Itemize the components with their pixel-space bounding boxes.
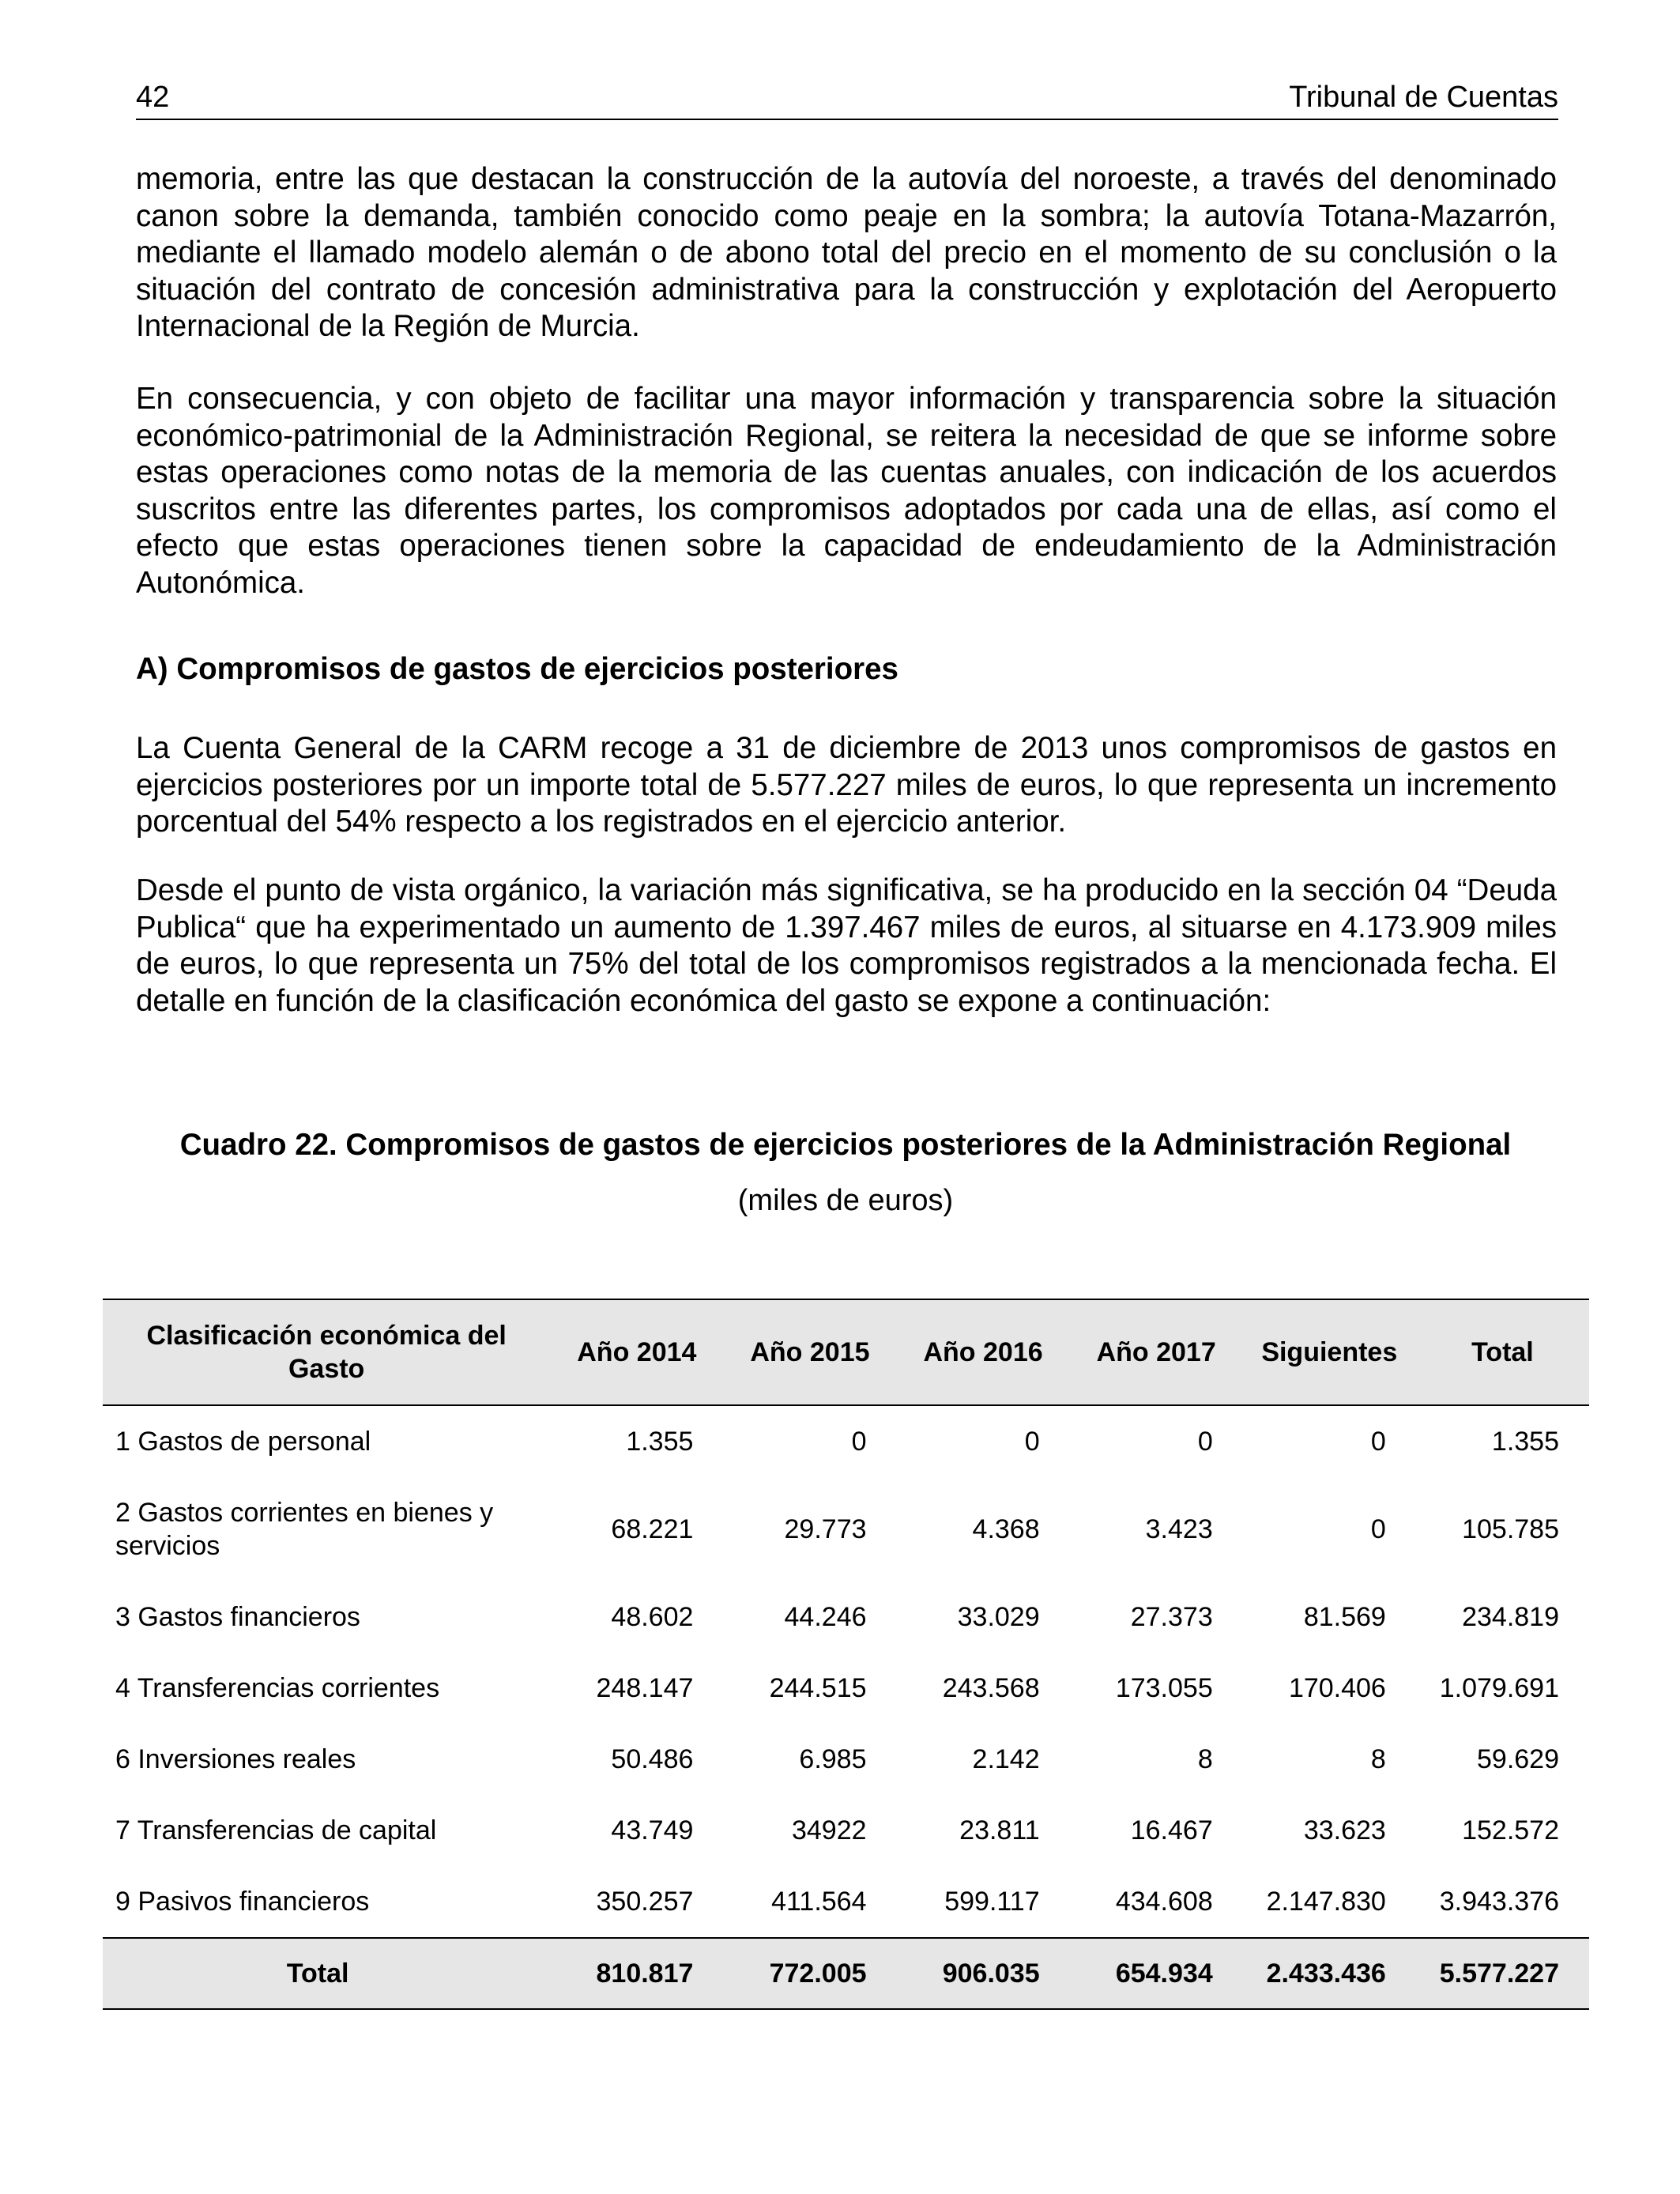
row-label: 3 Gastos financieros bbox=[115, 1602, 360, 1632]
cell-following: 0 bbox=[1370, 1514, 1386, 1544]
cell-2016: 4.368 bbox=[972, 1514, 1040, 1544]
table-row bbox=[103, 1477, 1589, 1581]
paragraph: La Cuenta General de la CARM recoge a 31 de diciembre de 2013 unos compromisos de gastos en ejercicios posteriores por un importe total de 5.577.227 miles de euros, lo que representa un incremento porcentual del 54% respecto a los registrados en el ejercicio anterior. bbox=[136, 731, 1557, 839]
cell-2014: 48.602 bbox=[611, 1602, 694, 1632]
cell-following: 170.406 bbox=[1288, 1673, 1386, 1703]
total-following: 2.433.436 bbox=[1243, 1938, 1416, 2009]
cell-following: 33.623 bbox=[1303, 1815, 1386, 1845]
cell-total: 1.079.691 bbox=[1439, 1673, 1559, 1703]
total-label: Total bbox=[103, 1938, 550, 2009]
cell-following: 8 bbox=[1370, 1744, 1386, 1774]
cell-2014: 1.355 bbox=[626, 1427, 694, 1457]
column-header-following: Siguientes bbox=[1243, 1299, 1416, 1405]
table-row bbox=[103, 1795, 1589, 1866]
cell-2016: 2.142 bbox=[972, 1744, 1040, 1774]
cell-2014: 68.221 bbox=[611, 1514, 694, 1544]
cell-following: 81.569 bbox=[1303, 1602, 1386, 1632]
cell-2015: 411.564 bbox=[771, 1887, 867, 1917]
column-header-2014: Año 2014 bbox=[550, 1299, 723, 1405]
table-header-row bbox=[103, 1299, 1589, 1405]
row-label: 4 Transferencias corrientes bbox=[115, 1673, 440, 1703]
table-row bbox=[103, 1581, 1589, 1653]
cell-2014: 248.147 bbox=[596, 1673, 694, 1703]
cell-2017: 3.423 bbox=[1145, 1514, 1213, 1544]
cell-total: 1.355 bbox=[1491, 1427, 1559, 1457]
cell-2014: 50.486 bbox=[611, 1744, 694, 1774]
table-row bbox=[103, 1866, 1589, 1938]
column-header-2016: Año 2016 bbox=[897, 1299, 1070, 1405]
cell-following: 2.147.830 bbox=[1266, 1887, 1386, 1917]
cell-2016: 0 bbox=[1024, 1427, 1040, 1457]
total-grand: 5.577.227 bbox=[1416, 1938, 1589, 2009]
table-subtitle: (miles de euros) bbox=[737, 1184, 954, 1217]
row-label: 1 Gastos de personal bbox=[115, 1427, 371, 1457]
cell-2017: 27.373 bbox=[1130, 1602, 1213, 1632]
cell-2017: 16.467 bbox=[1130, 1815, 1213, 1845]
paragraph: memoria, entre las que destacan la construcción de la autovía del noroeste, a través del denominado canon sobre la demanda, también conocido como peaje en la sombra; la autovía Totana-Mazarrón, mediante el llamado modelo alemán o de abono total del precio en el momento de su conclusión o la situación del contrato de concesión administrativa para la construcción y explotación del Aeropuerto Internacional de la Región de Murcia. bbox=[136, 162, 1557, 343]
cell-2016: 33.029 bbox=[957, 1602, 1040, 1632]
table-title: Cuadro 22. Compromisos de gastos de ejercicios posteriores de la Administración Regional bbox=[179, 1128, 1512, 1162]
cell-2015: 244.515 bbox=[769, 1673, 867, 1703]
cell-2015: 0 bbox=[851, 1427, 867, 1457]
cell-2017: 8 bbox=[1197, 1744, 1213, 1774]
cell-2014: 43.749 bbox=[611, 1815, 694, 1845]
table-row bbox=[103, 1405, 1589, 1477]
cell-2015: 6.985 bbox=[799, 1744, 867, 1774]
column-header-classification: Clasificación económica del Gasto bbox=[103, 1299, 550, 1405]
row-label: 7 Transferencias de capital bbox=[115, 1815, 437, 1845]
row-label: 2 Gastos corrientes en bienes y servicios bbox=[115, 1498, 494, 1561]
cell-2017: 434.608 bbox=[1115, 1887, 1213, 1917]
table-row bbox=[103, 1653, 1589, 1724]
column-header-total: Total bbox=[1416, 1299, 1589, 1405]
cell-2015: 34922 bbox=[791, 1815, 867, 1845]
total-2017: 654.934 bbox=[1070, 1938, 1243, 2009]
commitments-table bbox=[103, 1299, 1589, 2010]
cell-2014: 350.257 bbox=[596, 1887, 694, 1917]
cell-total: 234.819 bbox=[1462, 1602, 1559, 1632]
cell-2016: 599.117 bbox=[944, 1887, 1040, 1917]
cell-2016: 243.568 bbox=[942, 1673, 1040, 1703]
row-label: 6 Inversiones reales bbox=[115, 1744, 356, 1774]
section-heading: A) Compromisos de gastos de ejercicios posteriores bbox=[136, 652, 898, 686]
column-header-2017: Año 2017 bbox=[1070, 1299, 1243, 1405]
header-title: Tribunal de Cuentas bbox=[1289, 81, 1558, 114]
cell-2015: 29.773 bbox=[784, 1514, 867, 1544]
cell-following: 0 bbox=[1370, 1427, 1386, 1457]
cell-total: 3.943.376 bbox=[1439, 1887, 1559, 1917]
paragraph: Desde el punto de vista orgánico, la variación más significativa, se ha producido en la sección 04 “Deuda Publica“ que ha experimentado un aumento de 1.397.467 miles de euros, al situarse en 4.173.909 miles de euros, lo que representa un 75% del total de los compromisos registrados a la mencionada fecha. El detalle en función de la clasificación económica del gasto se expone a continuación: bbox=[136, 873, 1557, 1018]
cell-total: 59.629 bbox=[1477, 1744, 1559, 1774]
cell-2017: 173.055 bbox=[1115, 1673, 1213, 1703]
total-2014: 810.817 bbox=[550, 1938, 723, 2009]
total-2016: 906.035 bbox=[897, 1938, 1070, 2009]
cell-total: 105.785 bbox=[1462, 1514, 1559, 1544]
cell-2016: 23.811 bbox=[959, 1815, 1040, 1845]
page-number: 42 bbox=[136, 81, 170, 114]
total-2015: 772.005 bbox=[723, 1938, 896, 2009]
table-total-row bbox=[103, 1938, 1589, 2009]
column-header-2015: Año 2015 bbox=[723, 1299, 896, 1405]
page-header bbox=[136, 77, 1558, 120]
table-row bbox=[103, 1724, 1589, 1795]
cell-2015: 44.246 bbox=[784, 1602, 867, 1632]
paragraph: En consecuencia, y con objeto de facilitar una mayor información y transparencia sobre la situación económico-patrimonial de la Administración Regional, se reitera la necesidad de que se informe sobre estas operaciones como notas de la memoria de las cuentas anuales, con indicación de los acuerdos suscritos entre las diferentes partes, los compromisos adoptados por cada una de ellas, así como el efecto que estas operaciones tienen sobre la capacidad de endeudamiento de la Administración Autonómica. bbox=[136, 382, 1557, 600]
cell-2017: 0 bbox=[1197, 1427, 1213, 1457]
row-label: 9 Pasivos financieros bbox=[115, 1887, 370, 1917]
cell-total: 152.572 bbox=[1462, 1815, 1559, 1845]
